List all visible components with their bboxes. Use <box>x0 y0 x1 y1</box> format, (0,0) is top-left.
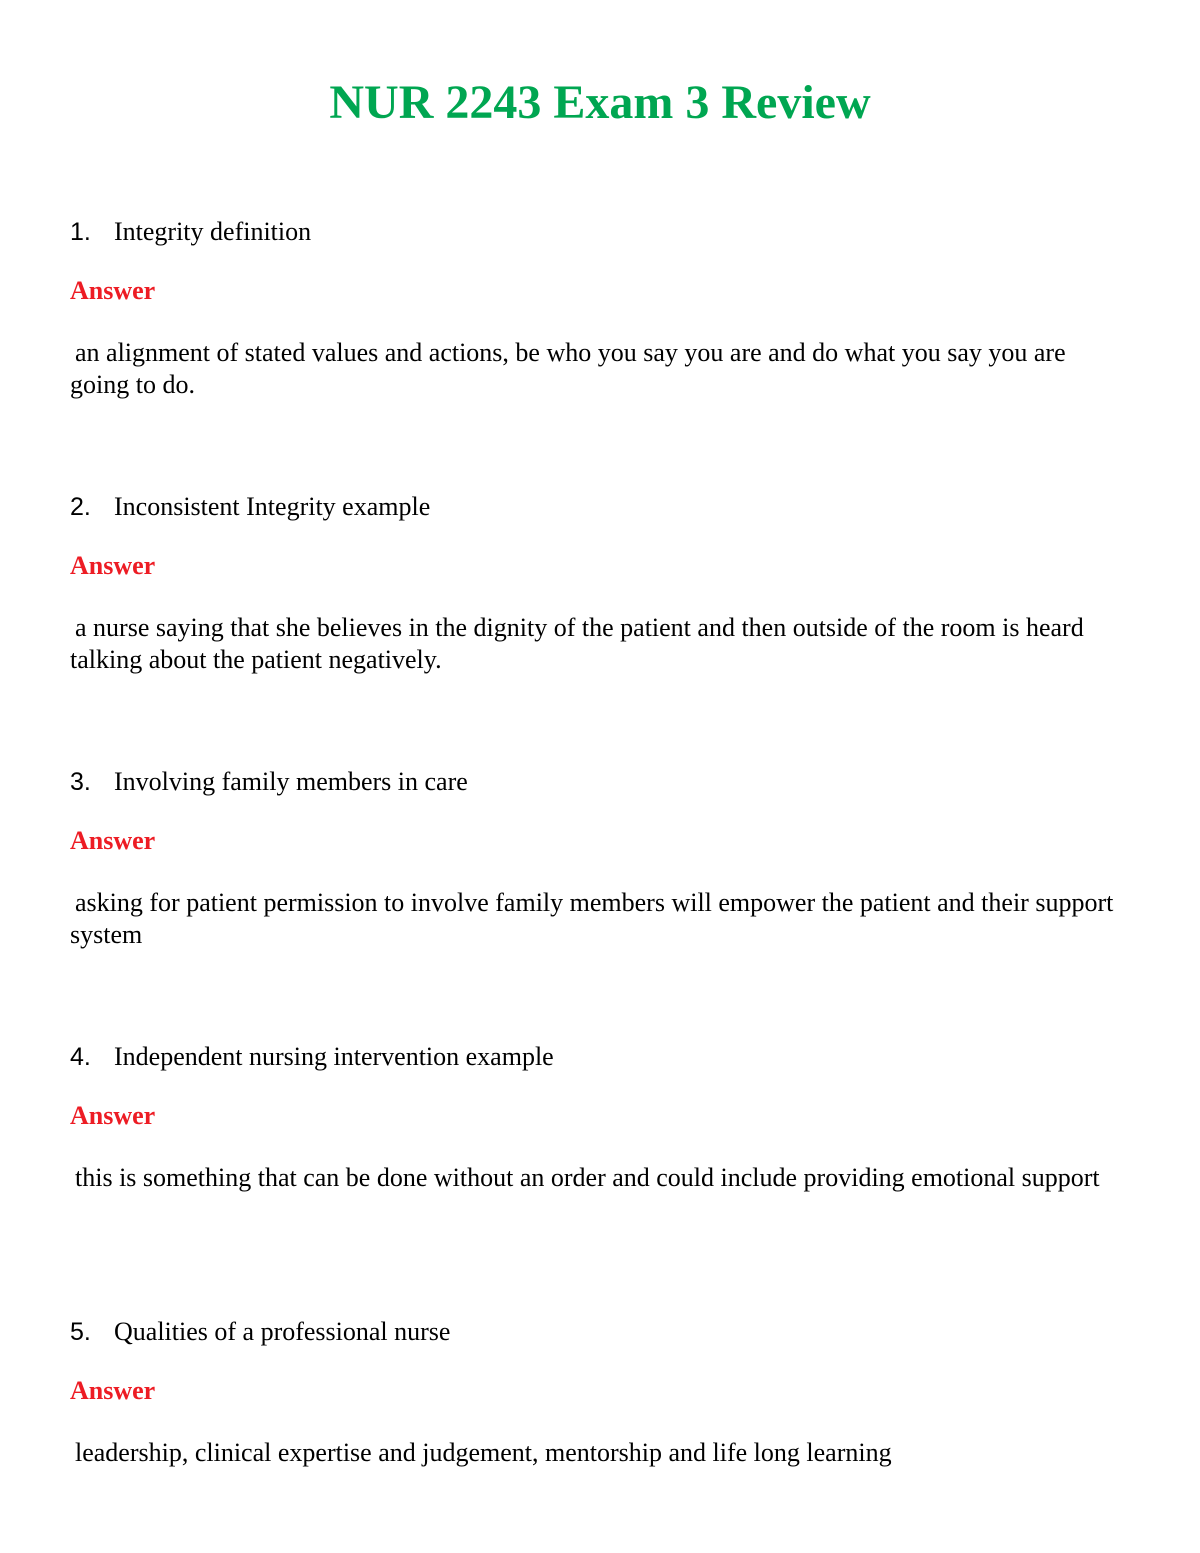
question-text: Integrity definition <box>114 217 312 246</box>
answer-text: this is something that can be done without an order and could include providing emotional support <box>75 1163 1100 1192</box>
question-block-2 <box>70 489 1130 676</box>
question-text: Inconsistent Integrity example <box>114 492 431 521</box>
answer-label: Answer <box>70 826 156 855</box>
question-line <box>70 1314 1130 1350</box>
answer-text: a nurse saying that she believes in the dignity of the patient and then outside of the room is heard talking about the patient negatively. <box>70 613 1084 674</box>
question-text: Involving family members in care <box>114 767 468 796</box>
answer-text: an alignment of stated values and actions, be who you say you are and do what you say you are going to do. <box>70 338 1066 399</box>
question-number: 2. <box>70 493 91 521</box>
question-block-4 <box>70 1039 1130 1194</box>
question-text: Qualities of a professional nurse <box>114 1317 451 1346</box>
question-number: 3. <box>70 768 91 796</box>
question-text: Independent nursing intervention example <box>114 1042 554 1071</box>
answer-label: Answer <box>70 276 156 305</box>
question-number: 4. <box>70 1043 91 1071</box>
question-line <box>70 1039 1130 1075</box>
document-title: NUR 2243 Exam 3 Review <box>329 76 871 129</box>
answer-label: Answer <box>70 1101 156 1130</box>
answer-text: leadership, clinical expertise and judgement, mentorship and life long learning <box>75 1438 892 1467</box>
question-line <box>70 764 1130 800</box>
question-line <box>70 214 1130 250</box>
question-block-5 <box>70 1314 1130 1469</box>
question-block-1 <box>70 214 1130 401</box>
question-line <box>70 489 1130 525</box>
answer-text: asking for patient permission to involve family members will empower the patient and their support system <box>70 888 1114 949</box>
answer-label: Answer <box>70 551 156 580</box>
question-number: 5. <box>70 1318 91 1346</box>
answer-label: Answer <box>70 1376 156 1405</box>
question-number: 1. <box>70 218 91 246</box>
question-block-3 <box>70 764 1130 951</box>
